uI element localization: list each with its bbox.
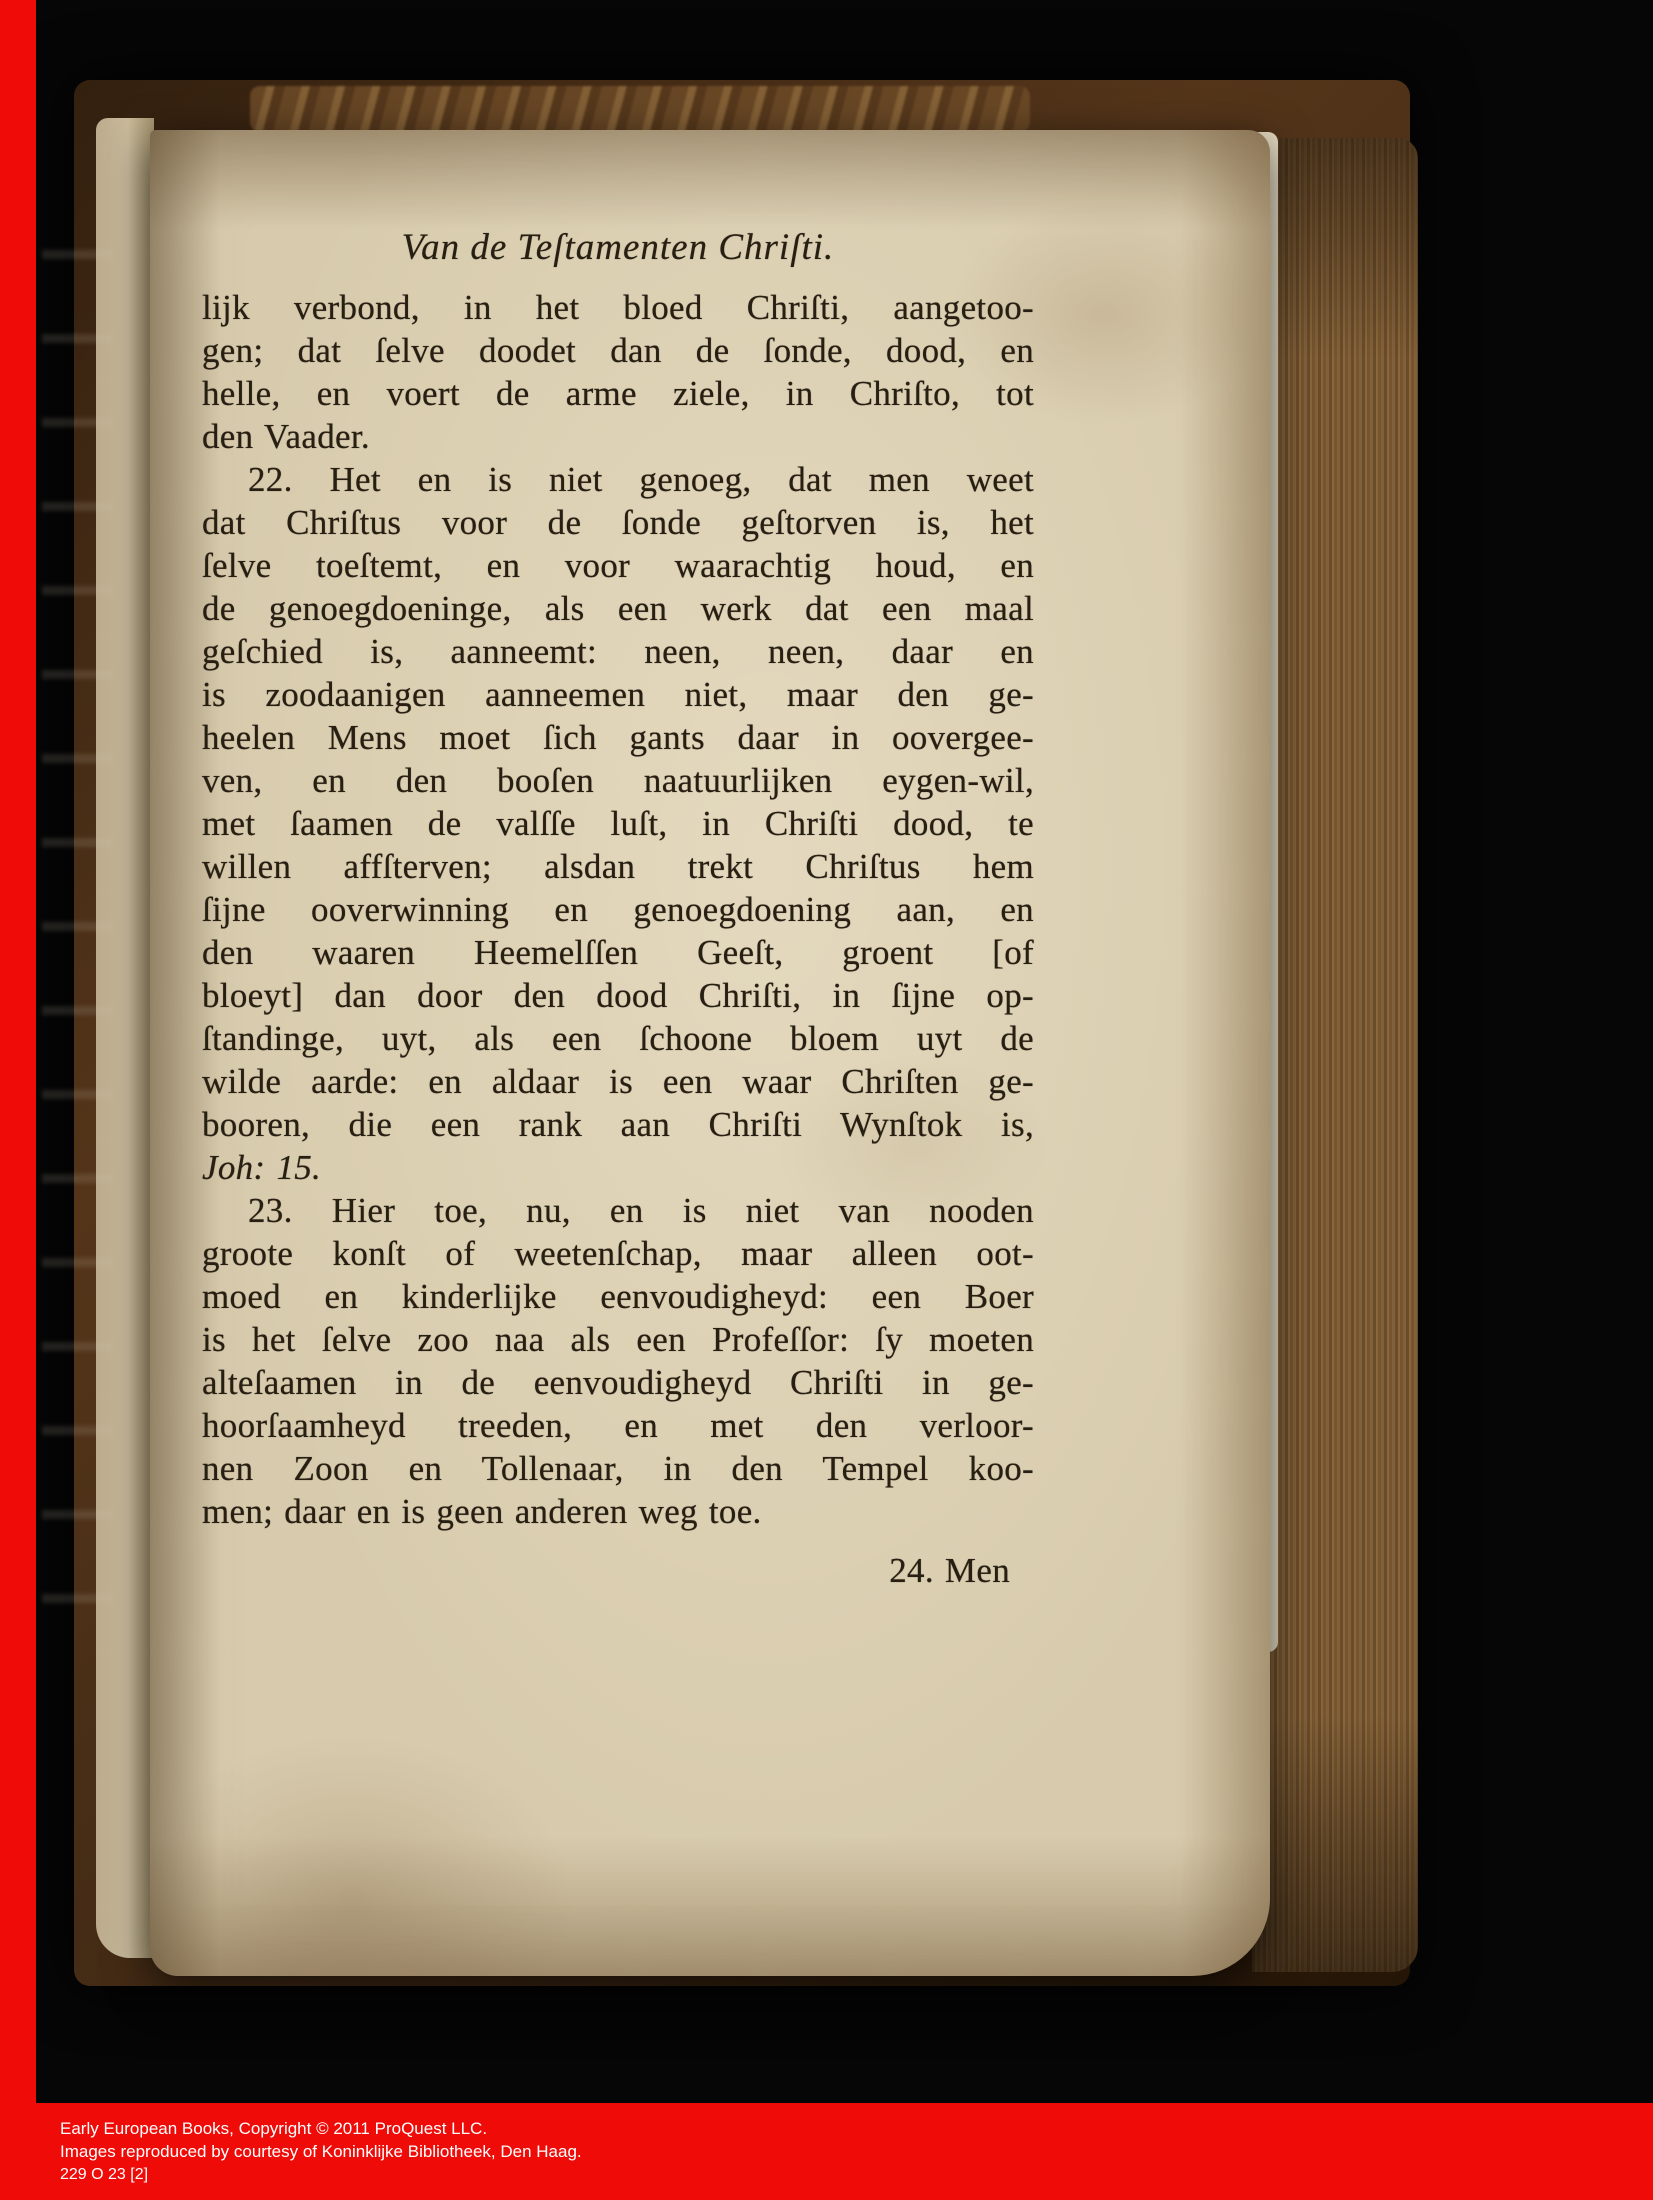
left-red-border bbox=[0, 0, 36, 2200]
text-line: den Vaader. bbox=[202, 417, 370, 456]
text-line: ſtandinge, uyt, als een ſchoone bloem uyt de bbox=[202, 1019, 1034, 1058]
text-line: ven, en den booſen naatuurlijken eygen-wil, bbox=[202, 761, 1034, 800]
text-line: groote konſt of weetenſchap, maar alleen oot- bbox=[202, 1234, 1034, 1273]
footer-copyright: Early European Books, Copyright © 2011 ProQuest LLC. bbox=[60, 2119, 488, 2138]
text-line: ſelve toeſtemt, en voor waarachtig houd, en bbox=[202, 546, 1034, 585]
text-line: nen Zoon en Tollenaar, in den Tempel koo- bbox=[202, 1449, 1034, 1488]
text-line: 22. Het en is niet genoeg, dat men weet bbox=[248, 460, 1034, 499]
catchword: 24. Men bbox=[889, 1551, 1010, 1590]
text-line: alteſaamen in de eenvoudigheyd Chriſti in ge- bbox=[202, 1363, 1034, 1402]
running-title: Van de Teſtamenten Chriſti. bbox=[401, 227, 835, 268]
text-line: ſijne ooverwinning en genoegdoening aan, en bbox=[202, 890, 1034, 929]
binding-top-band bbox=[250, 86, 1030, 132]
text-line: men; daar en is geen anderen weg toe. bbox=[202, 1492, 762, 1531]
text-line: 23. Hier toe, nu, en is niet van nooden bbox=[248, 1191, 1034, 1230]
text-line: den waaren Heemelſſen Geeſt, groent [of bbox=[202, 933, 1034, 972]
text-line: wilde aarde: en aldaar is een waar Chriſten ge- bbox=[202, 1062, 1034, 1101]
text-line: met ſaamen de valſſe luſt, in Chriſti dood, te bbox=[202, 804, 1034, 843]
text-line: booren, die een rank aan Chriſti Wynſtok is, bbox=[202, 1105, 1034, 1144]
text-line: gen; dat ſelve doodet dan de ſonde, dood, en bbox=[202, 331, 1034, 370]
text-line: dat Chriſtus voor de ſonde geſtorven is, het bbox=[202, 503, 1034, 542]
text-line: helle, en voert de arme ziele, in Chriſto, tot bbox=[202, 374, 1034, 413]
text-line: lijk verbond, in het bloed Chriſti, aangetoo- bbox=[202, 288, 1034, 327]
book-page bbox=[150, 130, 1270, 1976]
text-line: heelen Mens moet ſich gants daar in oovergee- bbox=[202, 718, 1034, 757]
text-line: bloeyt] dan door den dood Chriſti, in ſijne op- bbox=[202, 976, 1034, 1015]
text-line: hoorſaamheyd treeden, en met den verloor- bbox=[202, 1406, 1034, 1445]
footer-courtesy: Images reproduced by courtesy of Koninklijke Bibliotheek, Den Haag. bbox=[60, 2142, 582, 2161]
text-line: is het ſelve zoo naa als een Profeſſor: ſy moeten bbox=[202, 1320, 1034, 1359]
footer-shelfmark: 229 O 23 [2] bbox=[60, 2166, 149, 2183]
text-line: moed en kinderlijke eenvoudigheyd: een Boer bbox=[202, 1277, 1034, 1316]
scripture-reference: Joh: 15. bbox=[202, 1148, 322, 1187]
page-text-column bbox=[202, 224, 1034, 1592]
text-line: is zoodaanigen aanneemen niet, maar den ge- bbox=[202, 675, 1034, 714]
proquest-footer bbox=[60, 2117, 582, 2186]
text-line: willen affſterven; alsdan trekt Chriſtus hem bbox=[202, 847, 1034, 886]
bleed-through-marks bbox=[42, 250, 114, 1670]
text-line: geſchied is, aanneemt: neen, neen, daar en bbox=[202, 632, 1034, 671]
text-line: de genoegdoeninge, als een werk dat een maal bbox=[202, 589, 1034, 628]
